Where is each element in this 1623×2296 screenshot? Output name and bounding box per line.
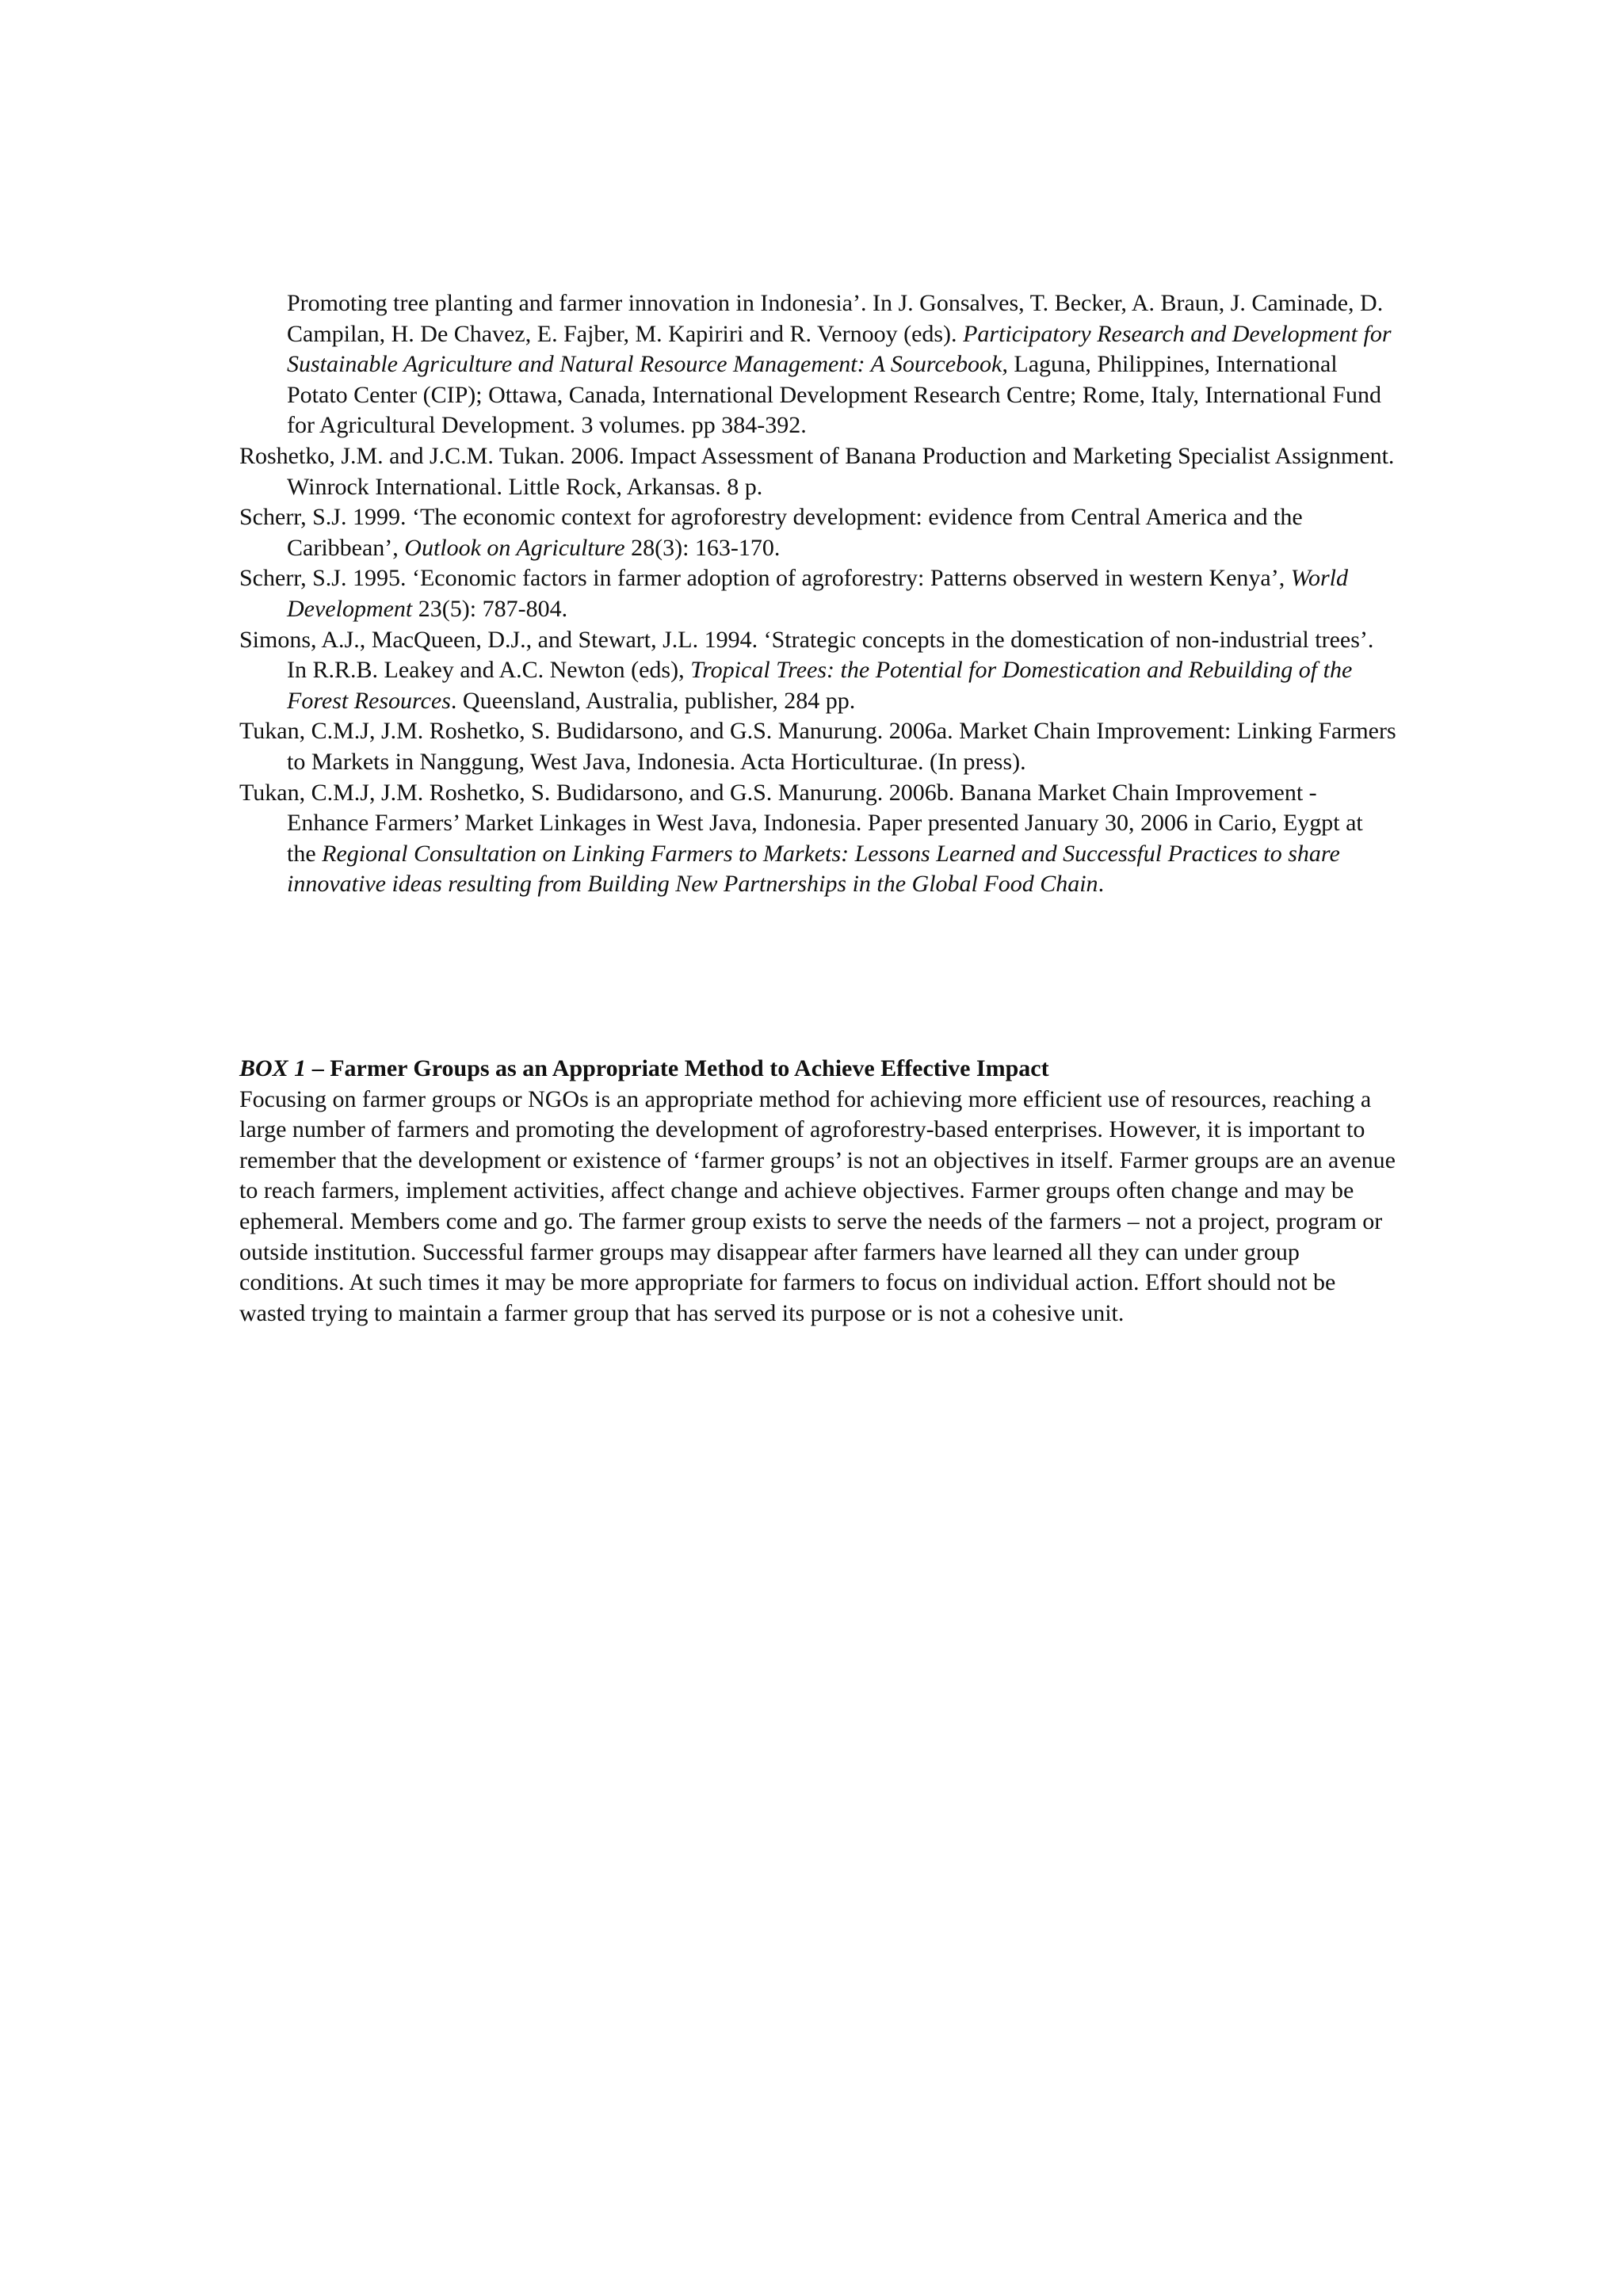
reference-entry	[239, 288, 1396, 441]
box-heading: – Farmer Groups as an Appropriate Method to Achieve Effective Impact	[306, 1055, 1049, 1081]
reference-text: Tukan, C.M.J, J.M. Roshetko, S. Budidarsono, and G.S. Manurung. 2006a. Market Chain Improvement: Linking Farmers to Markets in Nanggung, West Java, Indonesia. Acta Horticulturae. (In press).	[239, 718, 1396, 775]
reference-italic-title: Tropical Trees: the Potential for Domestication and Rebuilding of the Forest Resources	[287, 657, 1353, 714]
reference-italic-title: World Development	[287, 565, 1348, 622]
reference-text: Simons, A.J., MacQueen, D.J., and Stewart, J.L. 1994. ‘Strategic concepts in the domestication of non-industrial trees’. In R.R.B. Leakey and A.C. Newton (eds),	[239, 626, 1374, 684]
box-title	[239, 1054, 1396, 1085]
reference-entry	[239, 502, 1396, 563]
reference-text: 28(3): 163-170.	[624, 534, 781, 561]
reference-entry	[239, 778, 1396, 900]
box-body: Focusing on farmer groups or NGOs is an appropriate method for achieving more efficient use of resources, reaching a large number of farmers and promoting the development of agroforestry-based enterprises. However, it is important to remember that the development or existence of ‘farmer groups’ is not an objectives in itself. Farmer groups are an avenue to reach farmers, implement activities, affect change and achieve objectives. Farmer groups often change and may be ephemeral. Members come and go. The farmer group exists to serve the needs of the farmers – not a project, program or outside institution. Successful farmer groups may disappear after farmers have learned all they can under group conditions. At such times it may be more appropriate for farmers to focus on individual action. Effort should not be wasted trying to maintain a farmer group that has served its purpose or is not a cohesive unit.	[239, 1085, 1396, 1326]
reference-italic-title: Regional Consultation on Linking Farmers to Markets: Lessons Learned and Successful Practices to share innovative ideas resulting from Building New Partnerships in the Global Food Chain	[287, 840, 1340, 898]
reference-text: Scherr, S.J. 1999. ‘The economic context for agroforestry development: evidence from Central America and the Caribbean’,	[239, 504, 1303, 561]
reference-text: 23(5): 787-804.	[412, 595, 568, 622]
reference-text: . Queensland, Australia, publisher, 284 pp.	[450, 687, 856, 714]
reference-entry	[239, 441, 1396, 502]
reference-entry	[239, 625, 1396, 717]
reference-text: Laguna, Philippines, International Potato Center (CIP); Ottawa, Canada, International Development Research Centre; Rome, Italy, International Fund for Agricultural Development. 3 volumes. pp 384-392.	[287, 351, 1381, 439]
reference-text: Roshetko, J.M. and J.C.M. Tukan. 2006. Impact Assessment of Banana Production and Marketing Specialist Assignment. Winrock International. Little Rock, Arkansas. 8 p.	[239, 442, 1395, 500]
reference-entry	[239, 716, 1396, 777]
reference-text: Scherr, S.J. 1995. ‘Economic factors in farmer adoption of agroforestry: Patterns observed in western Kenya’,	[239, 565, 1291, 592]
box-label: BOX 1	[239, 1055, 307, 1081]
reference-entry	[239, 563, 1396, 624]
reference-list	[239, 288, 1396, 900]
reference-text: Promoting tree planting and farmer innovation in Indonesia’. In J. Gonsalves, T. Becker, A. Braun, J. Caminade, D. Campilan, H. De Chavez, E. Fajber, M. Kapiriri and R. Vernooy (eds).	[287, 290, 1384, 347]
reference-text: Tukan, C.M.J, J.M. Roshetko, S. Budidarsono, and G.S. Manurung. 2006b. Banana Market Chain Improvement - Enhance Farmers’ Market Linkages in West Java, Indonesia. Paper presented January 30, 2006 in Cario, Eygpt at the	[239, 779, 1363, 867]
reference-text: .	[1098, 871, 1105, 898]
box-1	[239, 1054, 1396, 1329]
reference-italic-title: Outlook on Agriculture	[404, 534, 625, 561]
reference-italic-title: Participatory Research and Development for Sustainable Agriculture and Natural Resource Management: A Sourcebook,	[287, 320, 1392, 378]
